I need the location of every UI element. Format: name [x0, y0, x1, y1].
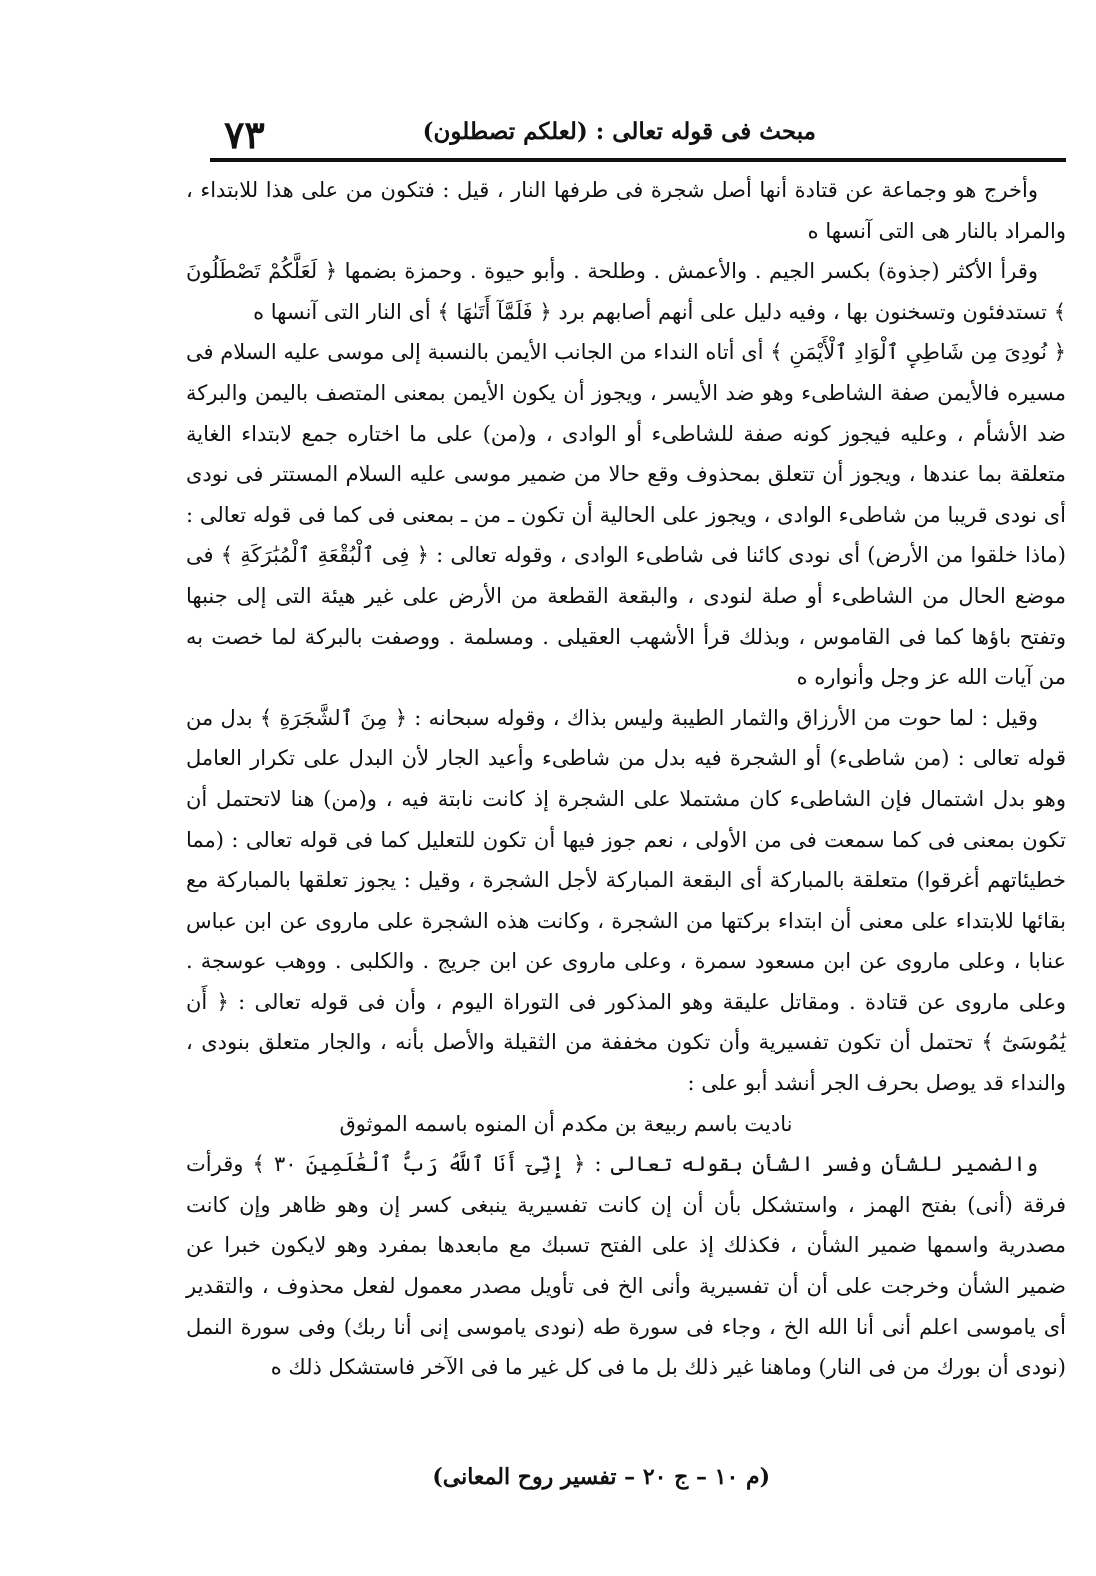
paragraph: والضمير للشأن وفسر الشأن بقوله تعالى : ﴿ إِنِّىٓ أَنَا ٱللَّهُ رَبُّ ٱلْعَٰلَمِينَ ٣٠ ﴾ وقرأت فرقة (أنى) بفتح الهمز ، واستشكل بأن أن إن كانت تفسيرية ينبغى كسر إن وهو ظاهر وإن كانت مصدرية واسمها ضمير الشأن ، فكذلك إذ على الفتح تسبك مع مابعدها بمفرد وهو لايكون خبرا عن ضمير الشأن وخرجت على أن أن تفسيرية وأنى الخ فى تأويل مصدر معمول لفعل محذوف ، والتقدير أى ياموسى اعلم أنى أنا الله الخ ، وجاء فى سورة طه (نودى ياموسى إنى أنا ربك) وفى سورة النمل (نودى أن بورك من فى النار) وماهنا غير ذلك بل ما فى كل غير ما فى الآخر فاستشكل ذلك ه [186, 1152, 1067, 1380]
poetry-verse: ناديت باسم ربيعة بن مكدم أن المنوه باسمه الموثوق [339, 1111, 793, 1136]
paragraph: وأخرج هو وجماعة عن قتادة أنها أصل شجرة فى طرفها النار ، قيل : فتكون من على هذا للابتداء ، والمراد بالنار هى التى آنسها ه [186, 178, 1066, 243]
paragraph: وقرأ الأكثر (جذوة) بكسر الجيم . والأعمش . وطلحة . وأبو حيوة . وحمزة بضمها ﴿ لَعَلَّكُمْ تَصْطَلُونَ ﴾ تستدفئون وتسخنون بها ، وفيه دليل على أنهم أصابهم برد ﴿ فَلَمَّآ أَتَىٰهَا ﴾ أى النار التى آنسها ه [186, 259, 1066, 324]
paragraph: ﴿ نُودِىَ مِن شَاطِىِٕ ٱلْوَادِ ٱلْأَيْمَنِ ﴾ أى أتاه النداء من الجانب الأيمن بالنسبة إلى موسى عليه السلام فى مسيره فالأيمن صفة الشاطىء وهو ضد الأيسر ، ويجوز أن يكون الأيمن بمعنى المتصف باليمن والبركة ضد الأشأم ، وعليه فيجوز كونه صفة للشاطىء أو الوادى ، و(من) على ما اختاره جمع لابتداء الغاية متعلقة بما عندها ، ويجوز أن تتعلق بمحذوف وقع حالا من ضمير موسى عليه السلام المستتر فى نودى أى نودى قريبا من شاطىء الوادى ، ويجوز على الحالية أن تكون ـ من ـ بمعنى فى كما فى قوله تعالى : (ماذا خلقوا من الأرض) أى نودى كائنا فى شاطىء الوادى ، وقوله تعالى : ﴿ فِى ٱلْبُقْعَةِ ٱلْمُبَٰرَكَةِ ﴾ فى موضع الحال من الشاطىء أو صلة لنودى ، والبقعة القطعة من الأرض على غير هيئة التى إلى جنبها وتفتح باؤها كما فى القاموس ، وبذلك قرأ الأشهب العقيلى . ومسلمة . ووصفت بالبركة لما خصت به من آيات الله عز وجل وأنواره ه [186, 340, 1066, 690]
footer-signature: (م ١٠ – ج ٢٠ – تفسير روح المعانى) [432, 1464, 770, 1490]
paragraph: وقيل : لما حوت من الأرزاق والثمار الطيبة وليس بذاك ، وقوله سبحانه : ﴿ مِنَ ٱلشَّجَرَةِ ﴾ بدل من قوله تعالى : (من شاطىء) أو الشجرة فيه بدل من شاطىء وأعيد الجار لأن البدل على تكرار العامل وهو بدل اشتمال فإن الشاطىء كان مشتملا على الشجرة إذ كانت نابتة فيه ، و(من) هنا لاتحتمل أن تكون بمعنى فى كما سمعت فى من الأولى ، نعم جوز فيها أن تكون للتعليل كما فى قوله تعالى : (مما خطيئاتهم أغرقوا) متعلقة بالمباركة أى البقعة المباركة لأجل الشجرة ، وقيل : يجوز تعلقها بالمباركة مع بقائها للابتداء على معنى أن ابتداء بركتها من الشجرة ، وكانت هذه الشجرة على ماروى عن ابن عباس عنابا ، وعلى ماروى عن ابن مسعود سمرة ، وعلى ماروى عن ابن جريج . والكلبى . ووهب عوسجة . وعلى ماروى عن قتادة . ومقاتل عليقة وهو المذكور فى التوراة اليوم ، وأن فى قوله تعالى : ﴿ أَن يَٰمُوسَىٰٓ ﴾ تحتمل أن تكون تفسيرية وأن تكون مخففة من الثقيلة والأصل بأنه ، والجار متعلق بنودى ، والنداء قد يوصل بحرف الجر أنشد أبو على : [186, 705, 1066, 1096]
running-title: مبحث فى قوله تعالى : (لعلكم تصطلون) [422, 118, 816, 145]
page-number: ٧٣ [224, 112, 265, 157]
body-text [186, 170, 1066, 1388]
header-rule [210, 158, 1066, 162]
page-header [200, 104, 1066, 160]
